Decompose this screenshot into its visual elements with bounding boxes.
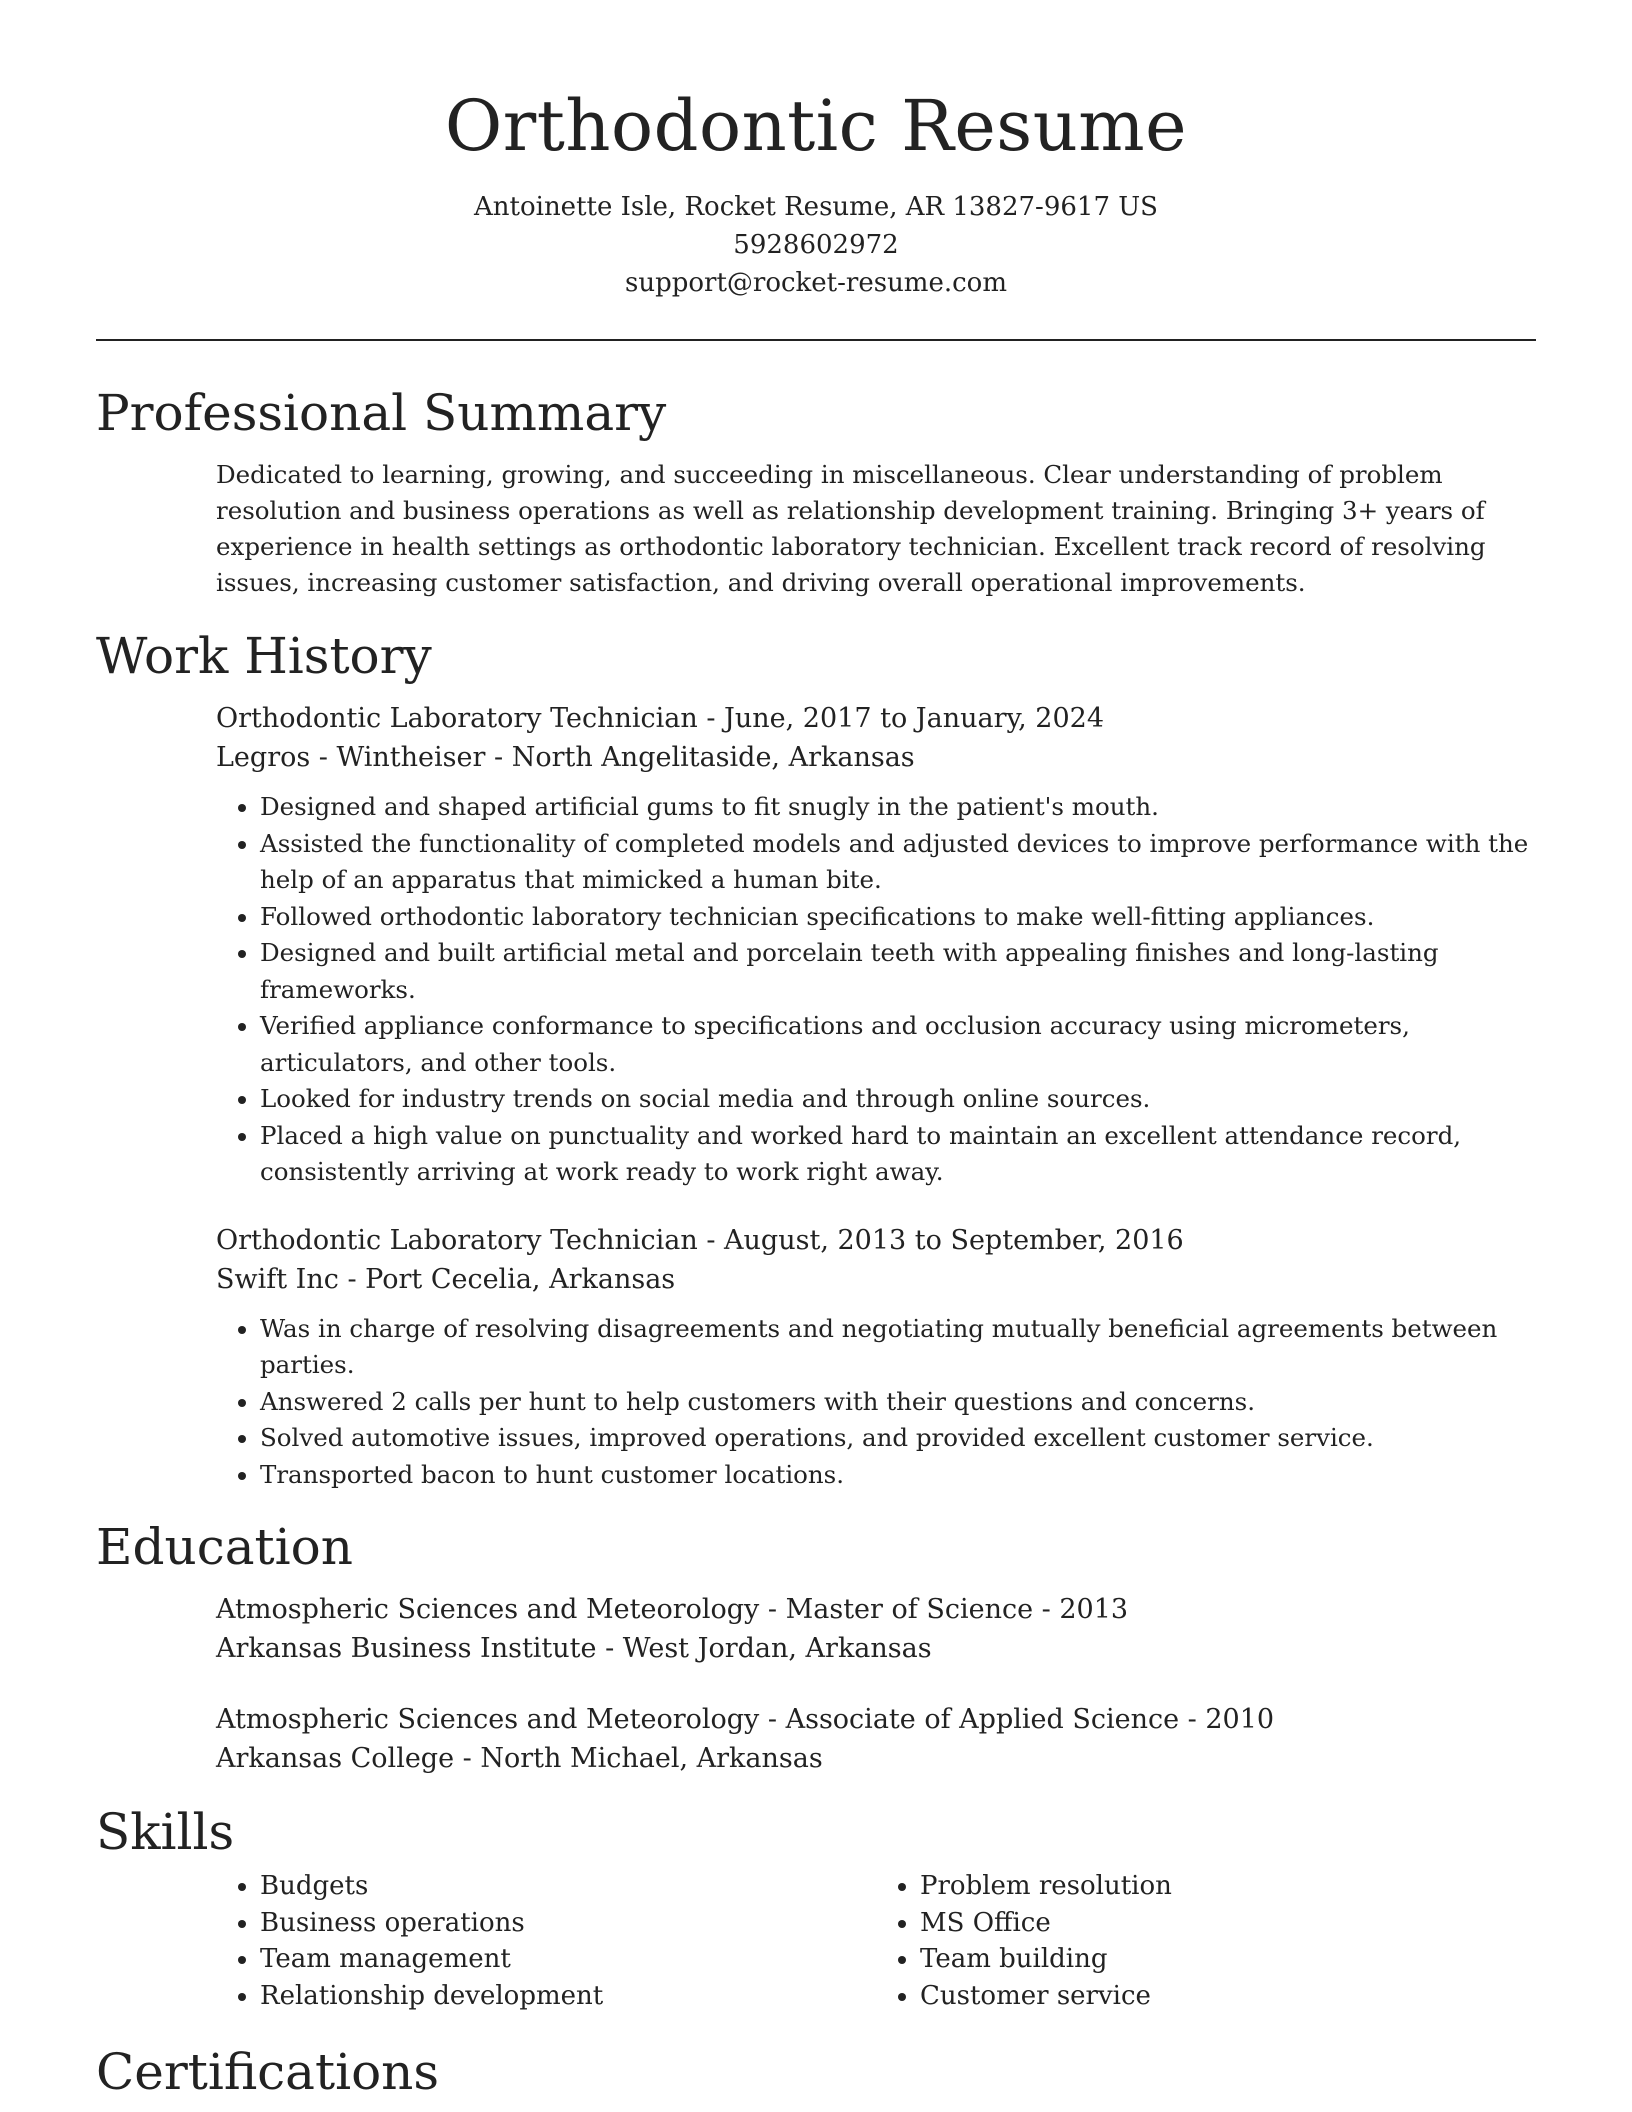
list-item: • Placed a high value on punctuality and worked hard to maintain an excellent attendance record, consistently arriving at work ready to work right away. bbox=[260, 1118, 1536, 1191]
phone: 5928602972 bbox=[733, 230, 899, 260]
list-item: • Assisted the functionality of completed models and adjusted devices to improve performance with the help of an apparatus that mimicked a human bite. bbox=[260, 826, 1536, 899]
address: Antoinette Isle, Rocket Resume, AR 13827-9617 US bbox=[474, 192, 1158, 222]
education-school: Arkansas College bbox=[216, 1743, 455, 1774]
job-company-line bbox=[216, 738, 1536, 777]
separator: - bbox=[454, 1743, 481, 1774]
list-item: • Solved automotive issues, improved operations, and provided excellent customer service. bbox=[260, 1420, 1536, 1457]
education-location: North Michael, Arkansas bbox=[480, 1743, 823, 1774]
skill-item: • Budgets bbox=[260, 1868, 876, 1905]
list-item: • Transported bacon to hunt customer locations. bbox=[260, 1457, 1536, 1494]
resume-header bbox=[96, 0, 1536, 302]
email: support@rocket-resume.com bbox=[624, 268, 1007, 298]
header-divider bbox=[96, 339, 1536, 341]
separator: - bbox=[1033, 1594, 1060, 1625]
list-item: • Answered 2 calls per hunt to help customers with their questions and concerns. bbox=[260, 1384, 1536, 1421]
list-item: • Was in charge of resolving disagreements and negotiating mutually beneficial agreements between parties. bbox=[260, 1311, 1536, 1384]
education-heading: Education bbox=[96, 1518, 353, 1576]
skill-item: • Team management bbox=[260, 1941, 876, 1978]
education-degree-line bbox=[216, 1700, 1536, 1739]
summary-section bbox=[96, 381, 1536, 601]
education-year: 2013 bbox=[1059, 1594, 1129, 1625]
separator: - bbox=[485, 742, 512, 773]
job-bullets bbox=[216, 789, 1536, 1191]
separator: - bbox=[1179, 1704, 1206, 1735]
education-entry bbox=[216, 1700, 1536, 1778]
summary-heading: Professional Summary bbox=[96, 384, 667, 442]
job-entry bbox=[216, 1221, 1536, 1494]
work-history-heading: Work History bbox=[96, 627, 432, 685]
certifications-section bbox=[96, 2040, 1536, 2104]
job-entry bbox=[216, 699, 1536, 1191]
skills-column-right bbox=[876, 1868, 1536, 2014]
list-item: • Designed and built artificial metal and porcelain teeth with appealing finishes and long-lasting frameworks. bbox=[260, 935, 1536, 1008]
education-field: Atmospheric Sciences and Meteorology bbox=[216, 1704, 760, 1735]
education-location: West Jordan, Arkansas bbox=[622, 1633, 932, 1664]
list-item: • Designed and shaped artificial gums to fit snugly in the patient's mouth. bbox=[260, 789, 1536, 826]
job-location: Port Cecelia, Arkansas bbox=[365, 1263, 676, 1295]
skills-column-left bbox=[216, 1868, 876, 2014]
education-field: Atmospheric Sciences and Meteorology bbox=[216, 1594, 760, 1625]
job-position: Orthodontic Laboratory Technician bbox=[216, 1224, 698, 1256]
job-title-line bbox=[216, 1221, 1536, 1260]
job-dates: June, 2017 to January, 2024 bbox=[724, 703, 1105, 734]
skills-heading: Skills bbox=[96, 1803, 235, 1861]
education-school-line bbox=[216, 1629, 1536, 1668]
summary-text: Dedicated to learning, growing, and succeeding in miscellaneous. Clear understanding of problem resolution and business operations as well as relationship development training. Bringing 3+ years of experience in health settings as orthodontic laboratory technician. Excellent track record of resolving issues, increasing customer satisfaction, and driving overall operational improvements. bbox=[216, 460, 1486, 597]
education-degree: Master of Science bbox=[785, 1594, 1034, 1625]
list-item: • Verified appliance conformance to specifications and occlusion accuracy using micrometers, articulators, and other tools. bbox=[260, 1008, 1536, 1081]
list-item: • Followed orthodontic laboratory technician specifications to make well-fitting appliances. bbox=[260, 899, 1536, 936]
job-company: Swift Inc bbox=[216, 1263, 339, 1295]
job-company: Legros - Wintheiser bbox=[216, 742, 486, 773]
education-degree: Associate of Applied Science bbox=[785, 1704, 1180, 1735]
separator: - bbox=[697, 1224, 725, 1256]
job-position: Orthodontic Laboratory Technician bbox=[216, 703, 698, 734]
work-history-section bbox=[96, 624, 1536, 1493]
skill-item: • MS Office bbox=[920, 1905, 1536, 1942]
contact-info bbox=[96, 188, 1536, 302]
skill-item: • Team building bbox=[920, 1941, 1536, 1978]
job-bullets bbox=[216, 1311, 1536, 1494]
skill-item: • Problem resolution bbox=[920, 1868, 1536, 1905]
education-section bbox=[96, 1515, 1536, 1778]
job-location: North Angelitaside, Arkansas bbox=[511, 742, 915, 773]
education-year: 2010 bbox=[1205, 1704, 1275, 1735]
skill-item: • Relationship development bbox=[260, 1978, 876, 2015]
separator: - bbox=[697, 703, 725, 734]
education-school: Arkansas Business Institute bbox=[216, 1633, 597, 1664]
skills-section bbox=[96, 1800, 1536, 2014]
separator: - bbox=[596, 1633, 623, 1664]
skills-grid bbox=[216, 1868, 1536, 2014]
separator: - bbox=[338, 1263, 366, 1295]
list-item: • Looked for industry trends on social media and through online sources. bbox=[260, 1081, 1536, 1118]
skill-item: • Customer service bbox=[920, 1978, 1536, 2015]
separator: - bbox=[759, 1594, 786, 1625]
education-entry bbox=[216, 1590, 1536, 1668]
job-dates: August, 2013 to September, 2016 bbox=[724, 1224, 1184, 1256]
skill-item: • Business operations bbox=[260, 1905, 876, 1942]
education-degree-line bbox=[216, 1590, 1536, 1629]
job-company-line bbox=[216, 1260, 1536, 1299]
resume-title: Orthodontic Resume bbox=[444, 85, 1188, 167]
certifications-heading: Certifications bbox=[96, 2043, 440, 2101]
job-title-line bbox=[216, 699, 1536, 738]
resume-page bbox=[96, 0, 1536, 2104]
education-school-line bbox=[216, 1739, 1536, 1778]
separator: - bbox=[759, 1704, 786, 1735]
